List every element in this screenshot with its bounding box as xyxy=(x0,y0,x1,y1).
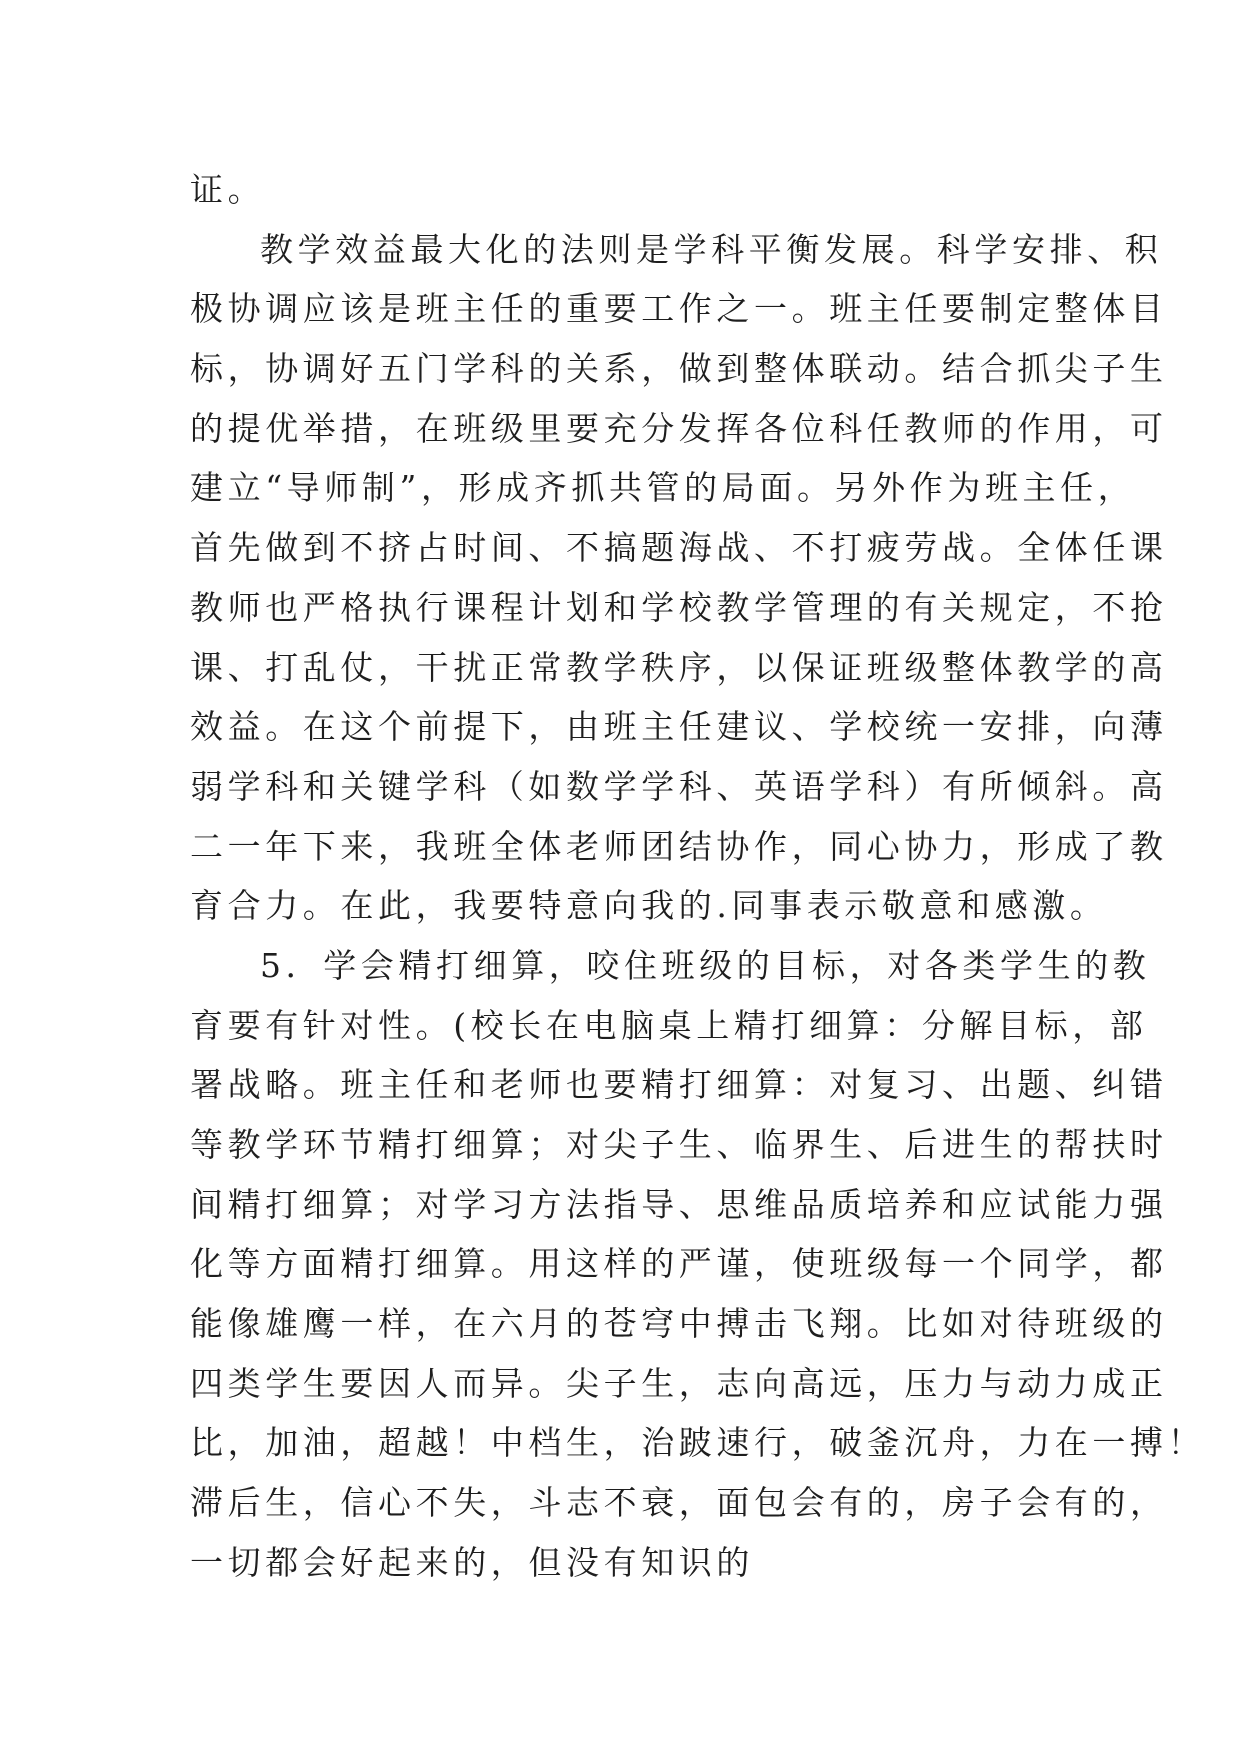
text-line: 四类学生要因人而异。尖子生，志向高远，压力与动力成正 xyxy=(190,1363,1168,1403)
text-line: 能像雄鹰一样，在六月的苍穹中搏击飞翔。比如对待班级的 xyxy=(190,1304,1168,1344)
text-line: 育合力。在此，我要特意向我的.同事表示敬意和感激。 xyxy=(190,886,1108,926)
text-line: 署战略。班主任和老师也要精打细算：对复习、出题、纠错 xyxy=(190,1065,1168,1105)
text-line: 建立“导师制”，形成齐抓共管的局面。另外作为班主任， xyxy=(190,468,1136,508)
text-line: 首先做到不挤占时间、不搞题海战、不打疲劳战。全体任课 xyxy=(190,528,1168,568)
paragraph-start-line: 5．学会精打细算，咬住班级的目标，对各类学生的教 xyxy=(260,945,1151,985)
text-line: 比，加油，超越！中档生，治跛速行，破釜沉舟，力在一搏！ xyxy=(190,1423,1206,1463)
text-line: 证。 xyxy=(190,170,266,209)
text-line: 二一年下来，我班全体老师团结协作，同心协力，形成了教 xyxy=(190,826,1168,866)
text-line: 极协调应该是班主任的重要工作之一。班主任要制定整体目 xyxy=(190,289,1168,329)
text-line: 标，协调好五门学科的关系，做到整体联动。结合抓尖子生 xyxy=(190,349,1168,389)
text-line: 教师也严格执行课程计划和学校教学管理的有关规定，不抢 xyxy=(190,587,1168,627)
text-line: 滞后生，信心不失，斗志不衰，面包会有的，房子会有的， xyxy=(190,1483,1168,1523)
text-line: 弱学科和关键学科（如数学学科、英语学科）有所倾斜。高 xyxy=(190,766,1168,806)
body-text xyxy=(190,160,1206,1593)
text-line: 效益。在这个前提下，由班主任建议、学校统一安排，向薄 xyxy=(190,707,1168,747)
text-line: 育要有针对性。(校长在电脑桌上精打细算：分解目标，部 xyxy=(190,1005,1148,1045)
text-line: 等教学环节精打细算；对尖子生、临界生、后进生的帮扶时 xyxy=(190,1125,1168,1164)
text-line: 化等方面精打细算。用这样的严谨，使班级每一个同学，都 xyxy=(190,1244,1168,1284)
text-line: 的提优举措，在班级里要充分发挥各位科任教师的作用，可 xyxy=(190,408,1168,448)
text-line: 课、打乱仗，干扰正常教学秩序，以保证班级整体教学的高 xyxy=(190,647,1168,687)
paragraph-start-line: 教学效益最大化的法则是学科平衡发展。科学安排、积 xyxy=(260,229,1163,269)
text-line: 间精打细算；对学习方法指导、思维品质培养和应试能力强 xyxy=(190,1184,1168,1224)
text-line: 一切都会好起来的，但没有知识的 xyxy=(190,1542,754,1582)
